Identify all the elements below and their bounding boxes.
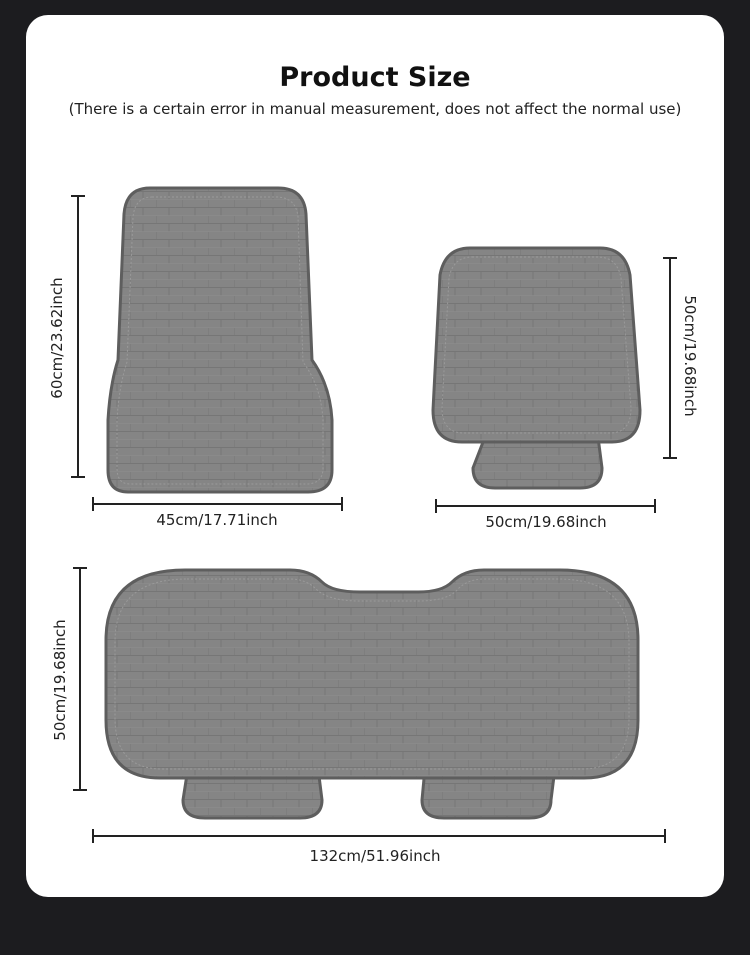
- seat-cushion-cover: [433, 248, 640, 488]
- rear-bench-cover: [106, 570, 638, 818]
- rear-seat-height-label: 50cm/19.68inch: [51, 619, 69, 741]
- seat-cushion-height-label: 50cm/19.68inch: [681, 295, 699, 417]
- front-seat-height-label: 60cm/23.62inch: [48, 277, 66, 399]
- page-title: Product Size: [279, 62, 471, 93]
- measurement-note: (There is a certain error in manual measurement, does not affect the normal use): [68, 100, 682, 118]
- rear-seat-width-label: 132cm/51.96inch: [309, 847, 441, 865]
- seat-cushion-width-label: 50cm/19.68inch: [485, 513, 607, 531]
- front-seat-cover: [108, 188, 332, 492]
- front-seat-width-label: 45cm/17.71inch: [156, 511, 278, 529]
